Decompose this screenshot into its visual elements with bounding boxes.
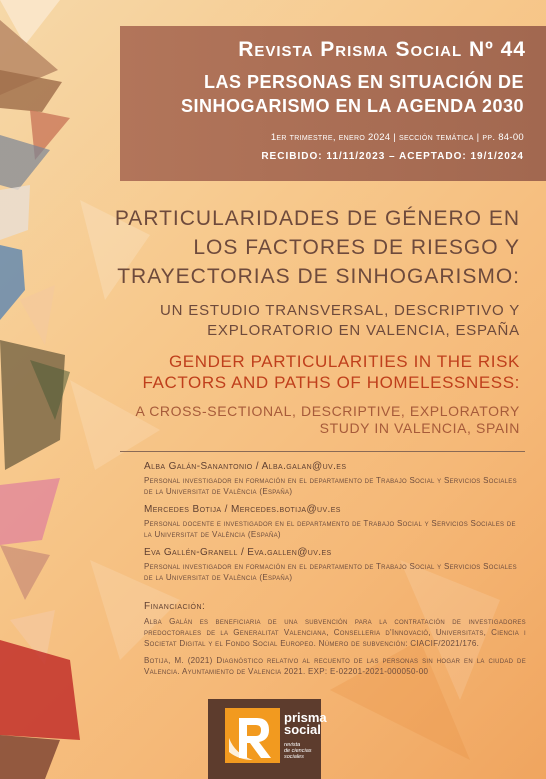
author-entry: [144, 461, 526, 497]
article-subtitle-es: UN ESTUDIO TRANSVERSAL, DESCRIPTIVO Y EXPLORATORIO EN VALENCIA, ESPAÑA: [160, 302, 520, 339]
author-name-email[interactable]: Eva Gallén-Granell / Eva.gallen@uv.es: [144, 547, 332, 558]
logo-name-line2: social: [284, 722, 321, 737]
author-list: [144, 461, 526, 590]
prisma-social-logo-icon: [225, 708, 280, 763]
logo-sub-line3: sociales: [284, 754, 304, 760]
author-entry: [144, 547, 526, 583]
funding-label: Financiación:: [144, 601, 206, 612]
author-affiliation: Personal investigador en formación en el departamento de Trabajo Social y Servicios Sociales de la Universitat de València (España): [144, 476, 517, 496]
logo-tagline: [284, 742, 312, 760]
received-accepted-dates: RECIBIDO: 11/11/2023 – ACEPTADO: 19/1/2024: [261, 151, 524, 162]
author-name-email[interactable]: Mercedes Botija / Mercedes.botija@uv.es: [144, 504, 341, 515]
issue-meta: 1er trimestre, enero 2024 | sección temática | pp. 84-00: [270, 132, 524, 143]
logo-name-line1: prisma: [284, 710, 327, 725]
article-title-en: GENDER PARTICULARITIES IN THE RISK FACTORS AND PATHS OF HOMELESSNESS:: [142, 352, 520, 392]
logo-wordmark: [284, 712, 327, 736]
publisher-logo[interactable]: [208, 699, 327, 779]
article-title-es: PARTICULARIDADES DE GÉNERO EN LOS FACTORES DE RIESGO Y TRAYECTORIAS DE SINHOGARISMO:: [114, 207, 520, 288]
article-subtitle-en: A CROSS-SECTIONAL, DESCRIPTIVE, EXPLORATORY STUDY IN VALENCIA, SPAIN: [135, 403, 520, 436]
funding-text-report: Botija, M. (2021) Diagnóstico relativo al recuento de las personas sin hogar en la ciudad de Valencia. Ayuntamiento de Valencia 2021. EXP: E-02201-2021-000050-00: [144, 656, 526, 676]
funding-text-grant: Alba Galán es beneficiaria de una subvención para la contratación de investigadores predoctorales de la Generalitat Valenciana, Conselleria d'Innovació, Universitats, Ciencia i Societat Digital y el Fondo Social Europeo. Número de subvención: CIACIF/2021/176.: [144, 617, 526, 648]
journal-name: Revista Prisma Social Nº 44: [238, 38, 526, 61]
author-affiliation: Personal docente e investigador en el departamento de Trabajo Social y Servicios Sociales de la Universitat de València (España): [144, 519, 516, 539]
logo-sub-line1: revista: [284, 742, 301, 748]
author-name-email[interactable]: Alba Galán-Sanantonio / Alba.galan@uv.es: [144, 461, 347, 472]
logo-sub-line2: de ciencias: [284, 748, 312, 754]
journal-header-banner: [120, 26, 546, 181]
author-entry: [144, 504, 526, 540]
author-affiliation: Personal investigador en formación en el departamento de Trabajo Social y Servicios Sociales de la Universitat de València (España): [144, 562, 517, 582]
divider: [120, 451, 525, 452]
issue-theme: LAS PERSONAS EN SITUACIÓN DE SINHOGARISMO EN LA AGENDA 2030: [180, 72, 524, 116]
funding-section: [144, 601, 526, 677]
